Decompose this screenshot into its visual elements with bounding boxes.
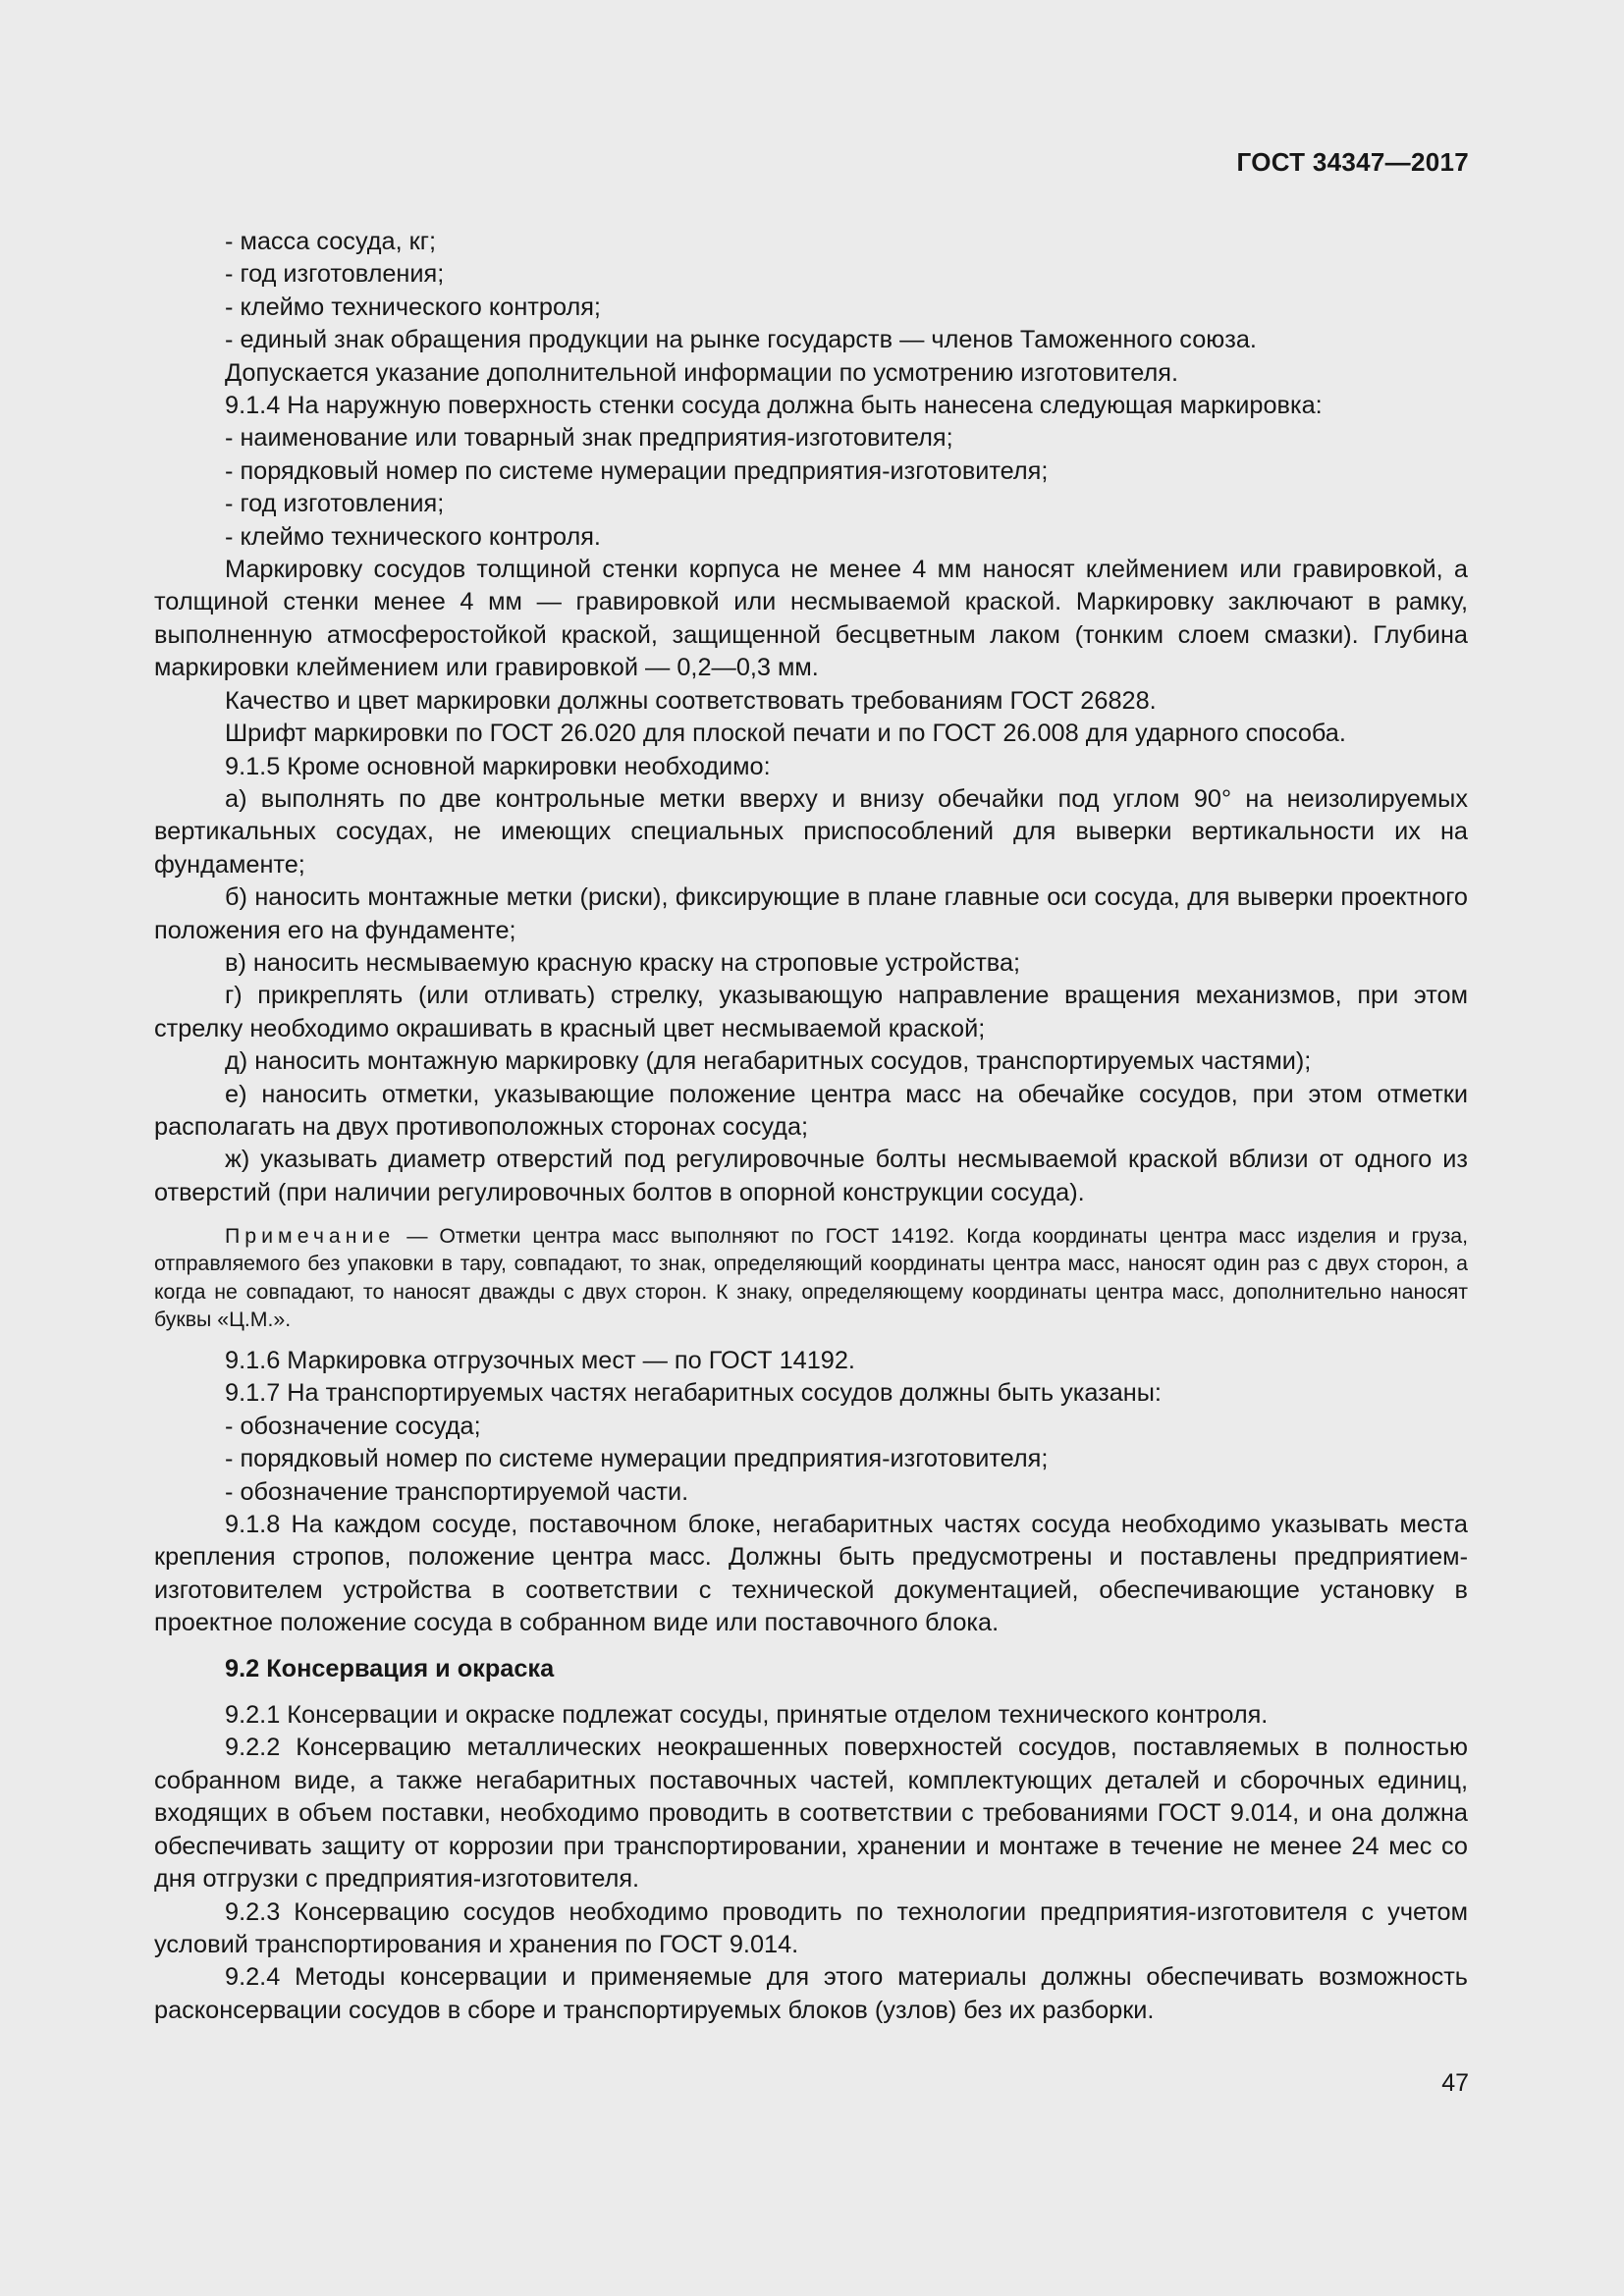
note-text: — Отметки центра масс выполняют по ГОСТ 14192. Когда координаты центра масс изделия и груза, отправляемого без упаковки в тару, совпадают, то знак, определяющий координаты центра масс, наносят один раз с двух сторон, а когда не совпадают, то наносят дважды с двух сторон. К знаку, определяющему координаты центра масс, дополнительно наносят буквы «Ц.М.». [154,1224,1468,1331]
paragraph-9-2-1: 9.2.1 Консервации и окраске подлежат сосуды, принятые отделом технического контроля. [225,1701,1269,1730]
note-label: Примечание [225,1224,396,1249]
list-item: - единый знак обращения продукции на рынке государств — членов Таможенного союза. [225,326,1257,354]
paragraph-9-2-2: 9.2.2 Консервацию металлических неокрашенных поверхностей сосудов, поставляемых в полностью собранном виде, а также негабаритных поставочных частей, комплектующих деталей и сборочных единиц, входящих в объем поставки, необходимо проводить в соответствии с требованиями ГОСТ 9.014, и она должна обеспечивать защиту от коррозии при транспортировании, хранении и монтаже в течение не менее 24 мес со дня отгрузки с предприятия-изготовителя. [154,1734,1468,1894]
list-item: - обозначение транспортируемой части. [225,1477,689,1506]
note [154,1222,1468,1333]
list-item: - год изготовления; [225,260,445,289]
list-item: - клеймо технического контроля; [225,293,601,321]
paragraph-9-1-7: 9.1.7 На транспортируемых частях негабаритных сосудов должны быть указаны: [225,1379,1162,1408]
paragraph-marking-method: Маркировку сосудов толщиной стенки корпуса не менее 4 мм наносят клеймением или гравировкой, а толщиной стенки менее 4 мм — гравировкой или несмываемой краской. Маркировку заключают в рамку, выполненную атмосферостойкой краской, защищенной бесцветным лаком (тонким слоем смазки). Глубина маркировки клеймением или гравировкой — 0,2—0,3 мм. [154,556,1468,682]
paragraph-9-1-4: 9.1.4 На наружную поверхность стенки сосуда должна быть нанесена следующая маркировка: [225,392,1323,420]
list-item: - год изготовления; [225,490,445,518]
list-item-9-1-5-b: б) наносить монтажные метки (риски), фиксирующие в плане главные оси сосуда, для выверки проектного положения его на фундаменте; [154,883,1468,944]
paragraph-marking-font: Шрифт маркировки по ГОСТ 26.020 для плоской печати и по ГОСТ 26.008 для ударного способа. [225,720,1346,748]
paragraph-9-1-6: 9.1.6 Маркировка отгрузочных мест — по ГОСТ 14192. [225,1347,855,1374]
list-item-9-1-5-v: в) наносить несмываемую красную краску на строповые устройства; [225,948,1021,977]
list-item: - порядковый номер по системе нумерации предприятия-изготовителя; [225,456,1049,485]
list-item-9-1-5-e: е) наносить отметки, указывающие положение центра масс на обечайке сосудов, при этом отметки располагать на двух противоположных сторонах сосуда; [154,1080,1468,1141]
paragraph-9-1-8: 9.1.8 На каждом сосуде, поставочном блоке, негабаритных частях сосуда необходимо указывать места крепления стропов, положение центра масс. Должны быть предусмотрены и поставлены предприятием-изготовителем устройства в соответствии с технической документацией, обеспечивающие установку в проектное положение сосуда в собранном виде или поставочного блока. [154,1511,1468,1637]
section-heading-9-2: 9.2 Консервация и окраска [225,1654,555,1682]
list-item-9-1-5-zh: ж) указывать диаметр отверстий под регулировочные болты несмываемой краской вблизи от одного из отверстий (при наличии регулировочных болтов в опорной конструкции сосуда). [154,1146,1468,1206]
paragraph-9-1-5: 9.1.5 Кроме основной маркировки необходимо: [225,752,771,780]
list-item-9-1-5-g: г) прикреплять (или отливать) стрелку, указывающую направление вращения механизмов, при этом стрелку необходимо окрашивать в красный цвет несмываемой краской; [154,982,1468,1042]
list-item: - наименование или товарный знак предприятия-изготовителя; [225,424,953,453]
document-body [154,226,1468,2027]
paragraph-9-2-3: 9.2.3 Консервацию сосудов необходимо проводить по технологии предприятия-изготовителя с учетом условий транспортирования и хранения по ГОСТ 9.014. [154,1897,1468,1958]
list-item-9-1-5-a: а) выполнять по две контрольные метки вверху и внизу обечайки под углом 90° на неизолируемых вертикальных сосудах, не имеющих специальных приспособлений для выверки вертикальности их на фундаменте; [154,784,1468,879]
paragraph-marking-quality: Качество и цвет маркировки должны соответствовать требованиям ГОСТ 26828. [225,686,1157,715]
list-item: - клеймо технического контроля. [225,522,601,551]
page-number: 47 [1441,2069,1469,2097]
paragraph-9-2-4: 9.2.4 Методы консервации и применяемые для этого материалы должны обеспечивать возможность расконсервации сосудов в сборе и транспортируемых блоков (узлов) без их разборки. [154,1963,1468,2024]
paragraph-additional-info: Допускается указание дополнительной информации по усмотрению изготовителя. [225,358,1178,387]
document-code-header: ГОСТ 34347—2017 [1236,147,1469,177]
list-item-9-1-5-d: д) наносить монтажную маркировку (для негабаритных сосудов, транспортируемых частями); [225,1047,1312,1076]
list-item: - порядковый номер по системе нумерации предприятия-изготовителя; [225,1445,1049,1473]
list-item: - масса сосуда, кг; [225,228,436,255]
list-item: - обозначение сосуда; [225,1412,481,1440]
